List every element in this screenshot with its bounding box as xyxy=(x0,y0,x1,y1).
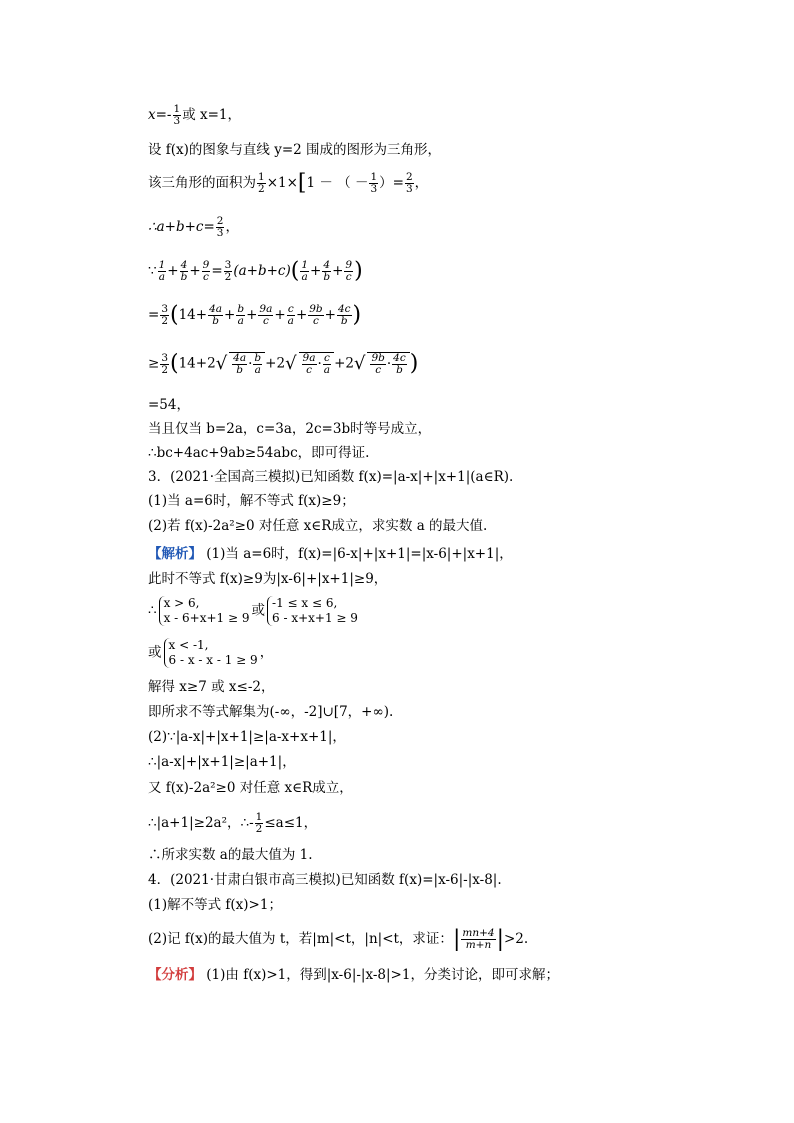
numerator: 3 xyxy=(224,259,232,271)
denominator: c xyxy=(345,271,352,283)
text: ≥ xyxy=(148,355,160,372)
text: +2 xyxy=(265,355,286,372)
line-20: (2)∵|a-x|+|x+1|≥|a-x+x+1|， xyxy=(148,729,346,745)
text: 该三角形的面积为 xyxy=(148,175,256,191)
fraction xyxy=(337,304,352,327)
bracket: [ xyxy=(297,170,307,196)
line-18: 解得 x≥7 或 x≤-2， xyxy=(148,679,275,695)
denominator: a xyxy=(287,315,294,327)
fraction xyxy=(461,928,495,951)
fraction xyxy=(257,172,266,195)
text: (a+b+c) xyxy=(233,263,291,279)
text: ∴a+b+c= xyxy=(148,219,215,235)
bracket: ) xyxy=(352,302,362,328)
line-25: 4．(2021·甘肃白银市高三模拟)已知函数 f(x)=|x-6|-|x-8|. xyxy=(148,872,502,888)
denominator: 3 xyxy=(173,115,181,127)
fraction xyxy=(344,260,353,283)
denominator: b xyxy=(236,364,244,376)
numerator: mn+4 xyxy=(462,927,495,939)
numerator: 3 xyxy=(161,303,168,315)
system-row: x > 6, xyxy=(163,596,200,610)
bracket: ( xyxy=(170,302,179,328)
fraction xyxy=(224,260,233,283)
line-28 xyxy=(148,966,559,984)
system-row: 6 - x - x - 1 ≥ 9 xyxy=(168,653,258,667)
numerator: 9b xyxy=(371,352,385,364)
numerator: 4a xyxy=(209,303,223,315)
text: ∴|a+1|≥2a²，∴- xyxy=(148,815,254,831)
system-row: -1 ≤ x ≤ 6, xyxy=(272,596,338,610)
numerator: 1 xyxy=(370,171,378,183)
numerator: 4 xyxy=(180,259,188,271)
bracket: ( xyxy=(170,351,179,376)
line-12: (1)当 a=6时，解不等式 f(x)≥9； xyxy=(148,493,355,509)
denominator: c xyxy=(313,315,319,327)
text: · xyxy=(386,356,392,372)
text: = xyxy=(148,307,160,323)
denominator: a xyxy=(158,271,166,283)
denominator: b xyxy=(340,315,348,327)
line-1 xyxy=(148,104,241,127)
line-17 xyxy=(148,638,273,668)
line-8: =54， xyxy=(148,397,190,413)
numerator: c xyxy=(287,303,294,315)
line-23 xyxy=(148,812,317,835)
text: (2)记 f(x)的最大值为 t，若|m|<t，|n|<t，求证： xyxy=(148,931,453,947)
numerator: b xyxy=(254,352,262,364)
fraction xyxy=(158,260,167,283)
denominator: c xyxy=(262,315,269,327)
denominator: 3 xyxy=(370,183,378,195)
fraction xyxy=(322,260,331,283)
line-26: (1)解不等式 f(x)>1； xyxy=(148,897,282,913)
numerator: 2 xyxy=(405,171,413,183)
system-row: x - 6+x+1 ≥ 9 xyxy=(163,611,250,625)
analysis-tag: 【分析】 xyxy=(148,967,202,983)
text: + xyxy=(246,307,258,323)
fraction xyxy=(392,353,407,376)
denominator: c xyxy=(306,364,312,376)
numerator: 1 xyxy=(301,259,309,271)
line-7 xyxy=(148,352,418,376)
denominator: 2 xyxy=(161,315,168,327)
line-16 xyxy=(148,596,360,626)
bracket: ) xyxy=(409,351,419,376)
line-5 xyxy=(148,260,363,283)
denominator: b xyxy=(323,271,331,283)
fraction xyxy=(180,260,189,283)
fraction xyxy=(308,304,323,327)
fraction xyxy=(232,353,247,376)
text: ， xyxy=(225,219,239,235)
system-row: x < -1, xyxy=(168,638,209,652)
fraction xyxy=(302,353,317,376)
text: ∴ xyxy=(148,602,157,619)
text: ， xyxy=(259,644,274,661)
denominator: a xyxy=(323,364,331,376)
denominator: b xyxy=(180,271,188,283)
text: + xyxy=(224,307,236,323)
line-14 xyxy=(148,545,513,563)
numerator: 9 xyxy=(202,259,210,271)
radicand xyxy=(299,352,335,376)
numerator: 1 xyxy=(158,259,166,271)
numerator: 9a xyxy=(259,303,273,315)
denominator: a xyxy=(237,315,244,327)
line-24: ∴所求实数 a的最大值为 1. xyxy=(148,847,313,863)
text: 14+ xyxy=(178,307,208,323)
sqrt-icon: √ xyxy=(353,353,366,374)
text: · xyxy=(317,356,322,372)
denominator: 3 xyxy=(405,183,413,195)
text: 或 xyxy=(251,602,266,619)
denominator: 2 xyxy=(161,363,168,376)
line-13: (2)若 f(x)-2a²≥0 对任意 x∈R成立，求实数 a 的最大值. xyxy=(148,518,488,534)
line-10: ∴bc+4ac+9ab≥54abc，即可得证. xyxy=(148,445,370,461)
fraction xyxy=(370,353,385,376)
denominator: a xyxy=(301,271,308,283)
denominator: 2 xyxy=(255,823,263,835)
line-2: 设 f(x)的图象与直线 y=2 围成的图形为三角形， xyxy=(148,142,442,158)
bracket: | xyxy=(452,926,461,952)
equation-system xyxy=(267,596,358,626)
line-15: 此时不等式 f(x)≥9为|x-6|+|x+1|≥9， xyxy=(148,571,388,587)
numerator: c xyxy=(323,352,330,364)
line-19: 即所求不等式解集为(-∞，-2]∪[7，+∞). xyxy=(148,704,394,720)
numerator: 9a xyxy=(302,352,316,364)
line-6 xyxy=(148,304,361,327)
equation-system xyxy=(159,596,250,626)
text: (1)当 a=6时，f(x)=|6-x|+|x+1|=|x-6|+|x+1|， xyxy=(202,546,513,562)
text: +2 xyxy=(334,355,354,372)
sqrt-icon: √ xyxy=(215,353,228,374)
radicand xyxy=(229,352,265,376)
sqrt-icon: √ xyxy=(285,353,297,374)
fraction xyxy=(216,216,225,239)
text: (1)由 f(x)>1，得到|x-6|-|x-8|>1，分类讨论，即可求解； xyxy=(202,967,559,983)
denominator: a xyxy=(254,364,261,376)
bracket: ( xyxy=(290,258,300,284)
fraction xyxy=(208,304,223,327)
bracket: ) xyxy=(354,258,363,284)
fraction xyxy=(160,353,169,376)
numerator: 1 xyxy=(255,811,263,823)
text: ≤a≤1， xyxy=(264,815,318,831)
denominator: 3 xyxy=(216,227,224,239)
text: 或 xyxy=(148,644,162,661)
text: x=- xyxy=(148,107,172,123)
denominator: m+n xyxy=(465,939,492,951)
text: ， xyxy=(414,175,429,191)
fraction xyxy=(405,172,414,195)
radicand xyxy=(367,352,409,376)
denominator: b xyxy=(396,364,403,376)
line-11: 3．(2021·全国高三模拟)已知函数 f(x)=|a-x|+|x+1|(a∈R). xyxy=(148,469,514,485)
numerator: 2 xyxy=(216,215,224,227)
numerator: 1 xyxy=(173,103,181,115)
fraction xyxy=(323,353,331,376)
fraction xyxy=(173,104,182,127)
line-27 xyxy=(148,928,528,951)
numerator: 4c xyxy=(337,303,351,315)
fraction xyxy=(253,353,262,376)
fraction xyxy=(287,304,295,327)
denominator: c xyxy=(375,364,382,376)
text: + xyxy=(274,307,286,323)
numerator: 3 xyxy=(161,351,168,364)
numerator: 4 xyxy=(323,259,331,271)
text: + xyxy=(189,263,201,279)
fraction xyxy=(160,304,169,327)
line-4 xyxy=(148,216,239,239)
fraction xyxy=(369,172,378,195)
text: ∵ xyxy=(148,263,157,279)
denominator: c xyxy=(203,271,209,283)
denominator: 2 xyxy=(258,183,265,195)
numerator: 9b xyxy=(309,303,323,315)
equation-system xyxy=(164,638,258,668)
denominator: b xyxy=(212,315,219,327)
system-row: 6 - x+x+1 ≥ 9 xyxy=(272,611,358,625)
numerator: 4a xyxy=(233,352,247,364)
text: 14+2 xyxy=(178,355,216,372)
fraction xyxy=(236,304,245,327)
numerator: 9 xyxy=(345,259,353,271)
text: >2. xyxy=(503,931,529,947)
text: ×1× xyxy=(266,175,298,191)
line-21: ∴|a-x|+|x+1|≥|a+1|， xyxy=(148,754,296,770)
line-3 xyxy=(148,172,428,195)
text: · xyxy=(248,356,253,372)
text: + xyxy=(332,263,344,279)
fraction xyxy=(258,304,273,327)
bracket: | xyxy=(496,926,504,952)
text: = xyxy=(211,263,223,279)
text: ）= xyxy=(379,175,404,191)
text: 1 － （ － xyxy=(306,175,369,191)
text: + xyxy=(324,307,336,323)
line-22: 又 f(x)-2a²≥0 对任意 x∈R成立， xyxy=(148,780,353,796)
fraction xyxy=(255,812,264,835)
fraction xyxy=(300,260,309,283)
line-9: 当且仅当 b=2a，c=3a，2c=3b时等号成立， xyxy=(148,421,432,437)
numerator: 4c xyxy=(393,352,406,364)
text: 或 x=1， xyxy=(182,107,241,123)
analysis-tag: 【解析】 xyxy=(148,546,202,562)
numerator: 1 xyxy=(258,171,265,183)
text: + xyxy=(167,263,179,279)
text: + xyxy=(310,263,322,279)
text: + xyxy=(295,307,308,323)
fraction xyxy=(202,260,211,283)
numerator: b xyxy=(237,303,245,315)
denominator: 2 xyxy=(224,271,232,283)
